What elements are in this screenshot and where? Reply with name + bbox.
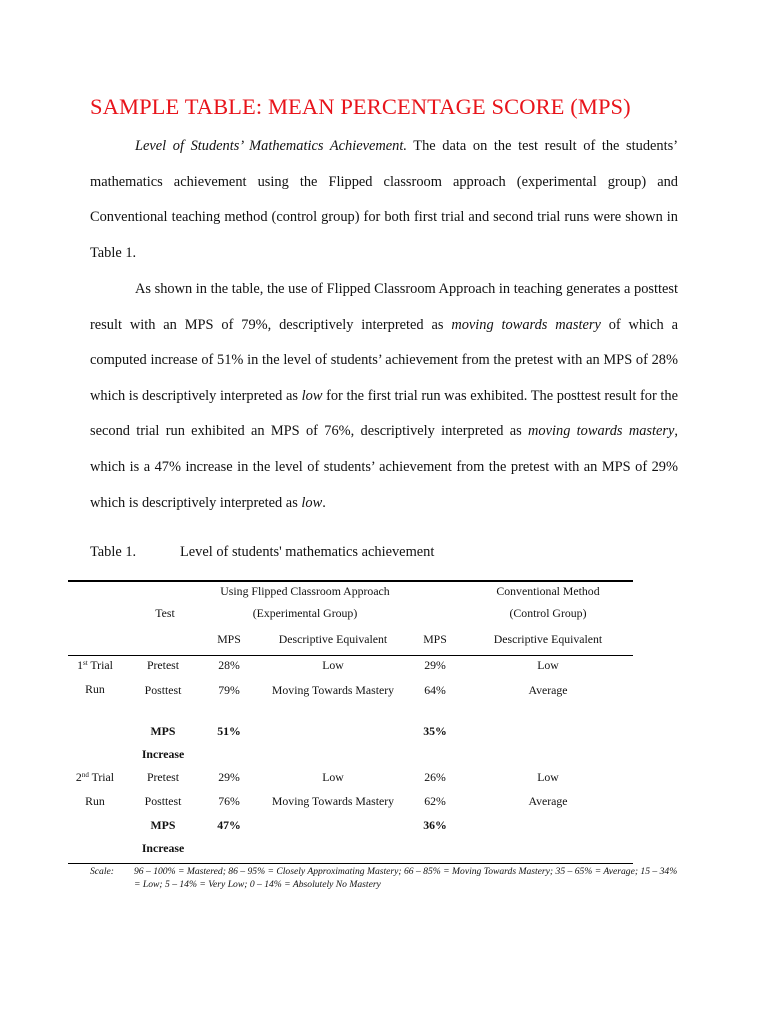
table-bottom-rule — [68, 863, 633, 864]
header-control-line1: Conventional Method — [496, 584, 600, 598]
header-exp-mps: MPS — [217, 632, 241, 646]
trial2-posttest-exp-desc: Moving Towards Mastery — [271, 794, 395, 808]
trial1-posttest-exp-mps: 79% — [218, 683, 240, 697]
trial2-increase-ctrl-mps: 36% — [423, 818, 447, 832]
scale-note — [90, 865, 680, 891]
paragraph-body: The data on the test result of the students’ mathematics achievement using the Flipped classroom approach (experimental group) and Conventional teaching method (control group) for both first trial and second trial runs were shown in Table 1. — [90, 138, 678, 261]
header-experimental-line1: Using Flipped Classroom Approach — [220, 584, 390, 598]
header-control-line2: (Control Group) — [509, 606, 587, 620]
trial1-label — [70, 658, 120, 672]
results-text-5: . — [322, 494, 326, 511]
header-ctrl-mps: MPS — [423, 632, 447, 646]
trial2-label-text: Trial — [88, 770, 115, 784]
trial1-increase-exp-mps: 51% — [217, 724, 241, 738]
trial1-increase-label-b: Increase — [141, 747, 185, 761]
trial2-pretest-exp-mps: 29% — [218, 770, 240, 784]
results-text-3: for the first trial run was exhibited. The posttest result for the second trial run exhibited an MPS of 76%, descriptively interpreted as — [90, 387, 678, 440]
page-title: SAMPLE TABLE: MEAN PERCENTAGE SCORE (MPS) — [90, 94, 631, 119]
trial2-pretest-ctrl-desc: Low — [537, 770, 559, 784]
table-caption-label: Table 1. — [90, 544, 137, 560]
results-text-1: As shown in the table, the use of Flipped Classroom Approach in teaching generates a posttest result with an MPS of 79%, descriptively interpreted as — [90, 281, 678, 333]
trial1-label-sup: st — [82, 659, 88, 667]
trial2-posttest-ctrl-mps: 62% — [424, 794, 446, 808]
trial1-posttest-ctrl-desc: Average — [528, 683, 568, 697]
trial2-pretest-ctrl-mps: 26% — [424, 770, 446, 784]
trial1-pretest-ctrl-mps: 29% — [424, 658, 446, 672]
trial1-pretest-exp-desc: Low — [322, 658, 344, 672]
trial1-pretest-ctrl-desc: Low — [537, 658, 559, 672]
table-header-rule — [68, 655, 633, 656]
scale-text: 96 – 100% = Mastered; 86 – 95% = Closely Approximating Mastery; 66 – 85% = Moving Towards Mastery; 35 – 65% = Average; 15 – 34% = Low; 5 – 14% = Very Low; 0 – 14% = Absolutely No Mastery — [134, 866, 678, 890]
table-caption — [90, 544, 434, 561]
trial2-posttest-label: Posttest — [144, 794, 182, 808]
trial2-increase-exp-mps: 47% — [217, 818, 241, 832]
results-text-2: of which a computed increase of 51% in the level of students’ achievement from the pretest with an MPS of 28% which is descriptively interpreted as — [90, 316, 678, 404]
trial1-posttest-ctrl-mps: 64% — [424, 683, 446, 697]
trial2-label — [70, 770, 120, 784]
scale-label: Scale: — [90, 866, 114, 877]
results-emphasis-1: moving towards mastery — [451, 316, 601, 333]
trial1-increase-ctrl-mps: 35% — [423, 724, 447, 738]
header-experimental-line2: (Experimental Group) — [252, 606, 358, 620]
trial1-pretest-label: Pretest — [146, 658, 180, 672]
paragraph-heading: Level of Students’ Mathematics Achievement. — [135, 138, 407, 154]
trial1-pretest-exp-mps: 28% — [218, 658, 240, 672]
trial2-pretest-label: Pretest — [146, 770, 180, 784]
table-top-rule — [68, 580, 633, 582]
header-ctrl-descriptive: Descriptive Equivalent — [493, 632, 603, 646]
results-emphasis-4: low — [301, 494, 323, 511]
trial2-increase-label-b: Increase — [141, 841, 185, 855]
header-exp-descriptive: Descriptive Equivalent — [278, 632, 388, 646]
trial2-label-sup: nd — [81, 771, 89, 779]
trial1-label-run: Run — [85, 682, 105, 696]
trial2-pretest-exp-desc: Low — [322, 770, 344, 784]
trial2-label-run: Run — [85, 794, 105, 808]
trial2-increase-label-a: MPS — [150, 818, 176, 832]
trial1-posttest-exp-desc: Moving Towards Mastery — [271, 683, 395, 697]
results-emphasis-2: low — [301, 387, 323, 404]
paragraph-results — [90, 272, 678, 521]
header-test: Test — [155, 606, 175, 620]
results-text-4: , which is a 47% increase in the level of students’ achievement from the pretest with an MPS of 29% which is descriptively interpreted as — [90, 423, 678, 511]
trial2-label-number: 2 — [75, 770, 82, 784]
trial1-posttest-label: Posttest — [144, 683, 182, 697]
trial1-increase-label-a: MPS — [150, 724, 176, 738]
trial1-label-number: 1 — [77, 658, 83, 672]
results-emphasis-3: moving towards mastery — [528, 423, 675, 440]
trial2-posttest-ctrl-desc: Average — [528, 794, 568, 808]
table-caption-text: Level of students' mathematics achievement — [180, 544, 435, 560]
trial2-posttest-exp-mps: 76% — [218, 794, 240, 808]
trial1-label-text: Trial — [87, 658, 113, 672]
paragraph-achievement-intro — [90, 129, 678, 271]
